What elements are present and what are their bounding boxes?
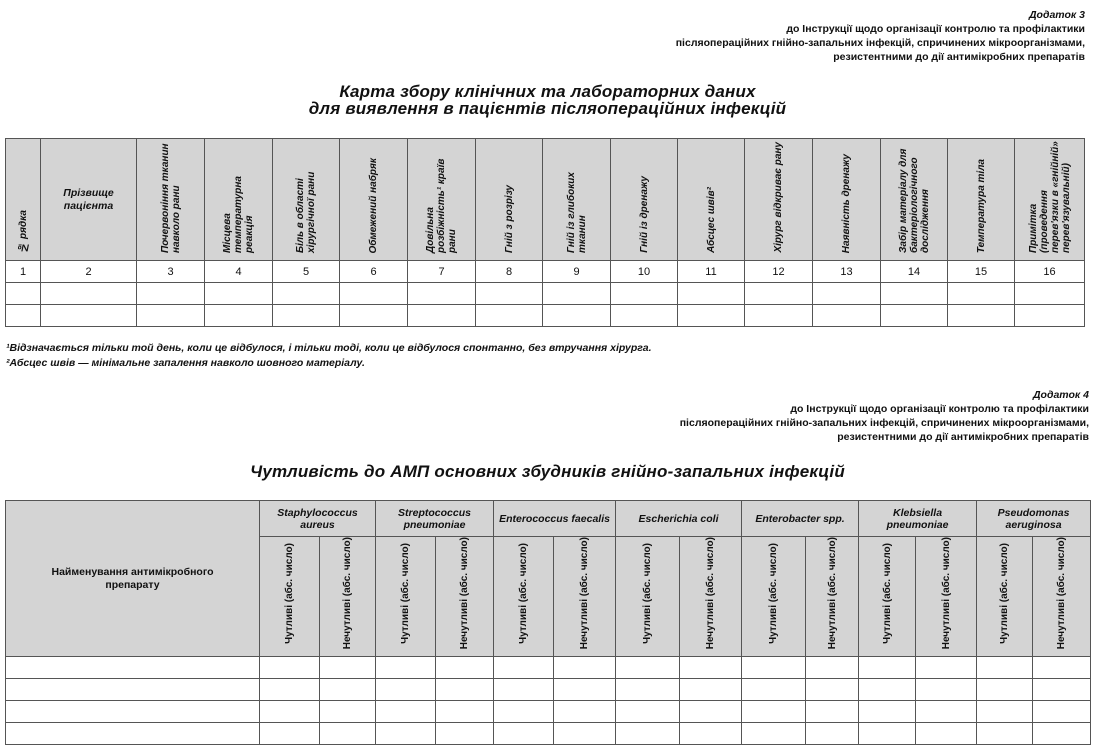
header-pus-deep: Гній із глибоких тканин — [543, 139, 611, 261]
addendum-3-line-1: до Інструкції щодо організації контролю та профілактики — [786, 23, 1085, 35]
header-drug-name: Найменування антимікробного препарату — [6, 501, 260, 657]
amp-title: Чутливість до АМП основних збудників гнійно-запальних інфекцій — [250, 462, 845, 481]
addendum-4-number: Додаток 4 — [1032, 389, 1089, 401]
header-insensitive: Нечутливі (абс. число) — [320, 537, 376, 657]
table-row — [6, 723, 1091, 745]
column-number: 16 — [1015, 261, 1085, 283]
header-sensitive: Чутливі (абс. число) — [616, 537, 680, 657]
column-number: 4 — [205, 261, 273, 283]
table-row — [6, 657, 1091, 679]
header-insensitive: Нечутливі (абс. число) — [436, 537, 494, 657]
header-local-temperature: Місцева температурна реакція — [205, 139, 273, 261]
table-row — [6, 701, 1091, 723]
header-sensitive: Чутливі (абс. число) — [376, 537, 436, 657]
header-suture-abscess: Абсцес швів² — [678, 139, 745, 261]
header-insensitive: Нечутливі (абс. число) — [1033, 537, 1091, 657]
header-staphylococcus-aureus: Staphylococcus aureus — [260, 501, 376, 537]
addendum-3-line-2: післяопераційних гнійно-запальних інфекцій, спричинених мікроорганізмами, — [675, 37, 1085, 49]
header-body-temperature: Температура тіла — [948, 139, 1015, 261]
addendum-4-line-2: післяопераційних гнійно-запальних інфекцій, спричинених мікроорганізмами, — [679, 417, 1089, 429]
column-number: 11 — [678, 261, 745, 283]
addendum-4-header — [680, 388, 1089, 444]
header-enterobacter-spp: Enterobacter spp. — [742, 501, 859, 537]
header-redness: Почервоніння тканин навколо рани — [137, 139, 205, 261]
header-patient-name: Прізвище пацієнта — [41, 139, 137, 261]
column-number: 2 — [41, 261, 137, 283]
header-sensitive: Чутливі (абс. число) — [742, 537, 806, 657]
header-streptococcus-pneumoniae: Streptococcus pneumoniae — [376, 501, 494, 537]
table-row — [6, 305, 1085, 327]
amp-sensitivity-table — [5, 500, 1091, 745]
card-title-1: Карта збору клінічних та лабораторних даних — [339, 82, 756, 101]
addendum-4-line-1: до Інструкції щодо організації контролю та профілактики — [790, 403, 1089, 415]
header-pseudomonas-aeruginosa: Pseudomonas aeruginosa — [977, 501, 1091, 537]
header-klebsiella-pneumoniae: Klebsiella pneumoniae — [859, 501, 977, 537]
column-number: 8 — [476, 261, 543, 283]
addendum-4-line-3: резистентними до дії антимікробних препаратів — [837, 431, 1089, 443]
column-number: 1 — [6, 261, 41, 283]
column-number: 15 — [948, 261, 1015, 283]
card-title-2: для виявлення в пацієнтів післяопераційних інфекцій — [308, 99, 787, 118]
column-number-row — [6, 261, 1085, 283]
header-pus-incision: Гній з розрізу — [476, 139, 543, 261]
header-surgeon-opens: Хірург відкриває рану — [745, 139, 813, 261]
table-row — [6, 283, 1085, 305]
column-number: 14 — [881, 261, 948, 283]
header-pus-drainage: Гній із дренажу — [611, 139, 678, 261]
header-insensitive: Нечутливі (абс. число) — [806, 537, 859, 657]
footnote-2: ²Абсцес швів — мінімальне запалення навколо шовного матеріалу. — [6, 357, 365, 369]
header-note: Примітка (проведення перев'язки в «гнійній» перев'язувальній) — [1015, 139, 1085, 261]
header-edema: Обмежений набряк — [340, 139, 408, 261]
header-insensitive: Нечутливі (абс. число) — [554, 537, 616, 657]
addendum-3-number: Додаток 3 — [1028, 9, 1085, 21]
header-row-number: № рядка — [6, 139, 41, 261]
column-number: 5 — [273, 261, 340, 283]
header-insensitive: Нечутливі (абс. число) — [680, 537, 742, 657]
header-sensitive: Чутливі (абс. число) — [494, 537, 554, 657]
header-escherichia-coli: Escherichia coli — [616, 501, 742, 537]
column-number: 9 — [543, 261, 611, 283]
header-sample-collection: Забір матеріалу для бактеріологічного дослідження — [881, 139, 948, 261]
header-sensitive: Чутливі (абс. число) — [859, 537, 916, 657]
column-number: 7 — [408, 261, 476, 283]
header-sensitive: Чутливі (абс. число) — [260, 537, 320, 657]
column-number: 13 — [813, 261, 881, 283]
header-pain: Біль в області хірургічної рани — [273, 139, 340, 261]
header-wound-dehiscence: Довільна розбіжність¹ країв рани — [408, 139, 476, 261]
addendum-3-line-3: резистентними до дії антимікробних препаратів — [833, 51, 1085, 63]
column-number: 12 — [745, 261, 813, 283]
clinical-data-table — [5, 138, 1085, 327]
table-row — [6, 679, 1091, 701]
header-drainage-present: Наявність дренажу — [813, 139, 881, 261]
column-number: 6 — [340, 261, 408, 283]
column-number: 10 — [611, 261, 678, 283]
header-insensitive: Нечутливі (абс. число) — [916, 537, 977, 657]
header-enterococcus-faecalis: Enterococcus faecalis — [494, 501, 616, 537]
footnote-1: ¹Відзначається тільки той день, коли це відбулося, і тільки тоді, коли це відбулося спонтанно, без втручання хірурга. — [6, 342, 652, 354]
header-sensitive: Чутливі (абс. число) — [977, 537, 1033, 657]
column-number: 3 — [137, 261, 205, 283]
addendum-3-header — [676, 8, 1085, 64]
